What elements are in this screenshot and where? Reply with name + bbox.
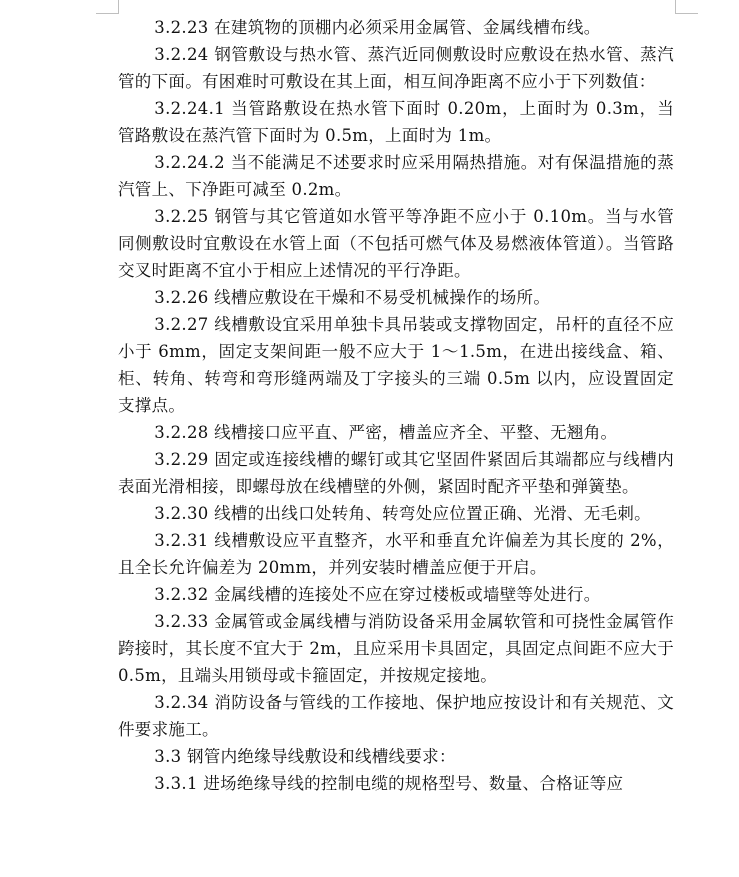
paragraph-3-2-24-2: 3.2.24.2 当不能满足不述要求时应采用隔热措施。对有保温措施的蒸汽管上、下净距可减至 0.2m。 — [118, 153, 674, 199]
crop-mark-top-right-vertical — [675, 0, 676, 14]
paragraph-3-2-34: 3.2.34 消防设备与管线的工作接地、保护地应按设计和有关规范、文件要求施工。 — [118, 693, 674, 739]
paragraph-3-2-24: 3.2.24 钢管敷设与热水管、蒸汽近同侧敷设时应敷设在热水管、蒸汽管的下面。有困难时可敷设在其上面，相互间净距离不应小于下列数值： — [118, 45, 674, 91]
section-heading-3-3: 3.3 钢管内绝缘导线敷设和线槽线要求： — [154, 747, 456, 766]
paragraph-3-2-33: 3.2.33 金属管或金属线槽与消防设备采用金属软管和可挠性金属管作跨接时，其长度不宜大于 2m，且应采用卡具固定，具固定点间距不应大于 0.5m，且端头用锁母或卡箍固定，并按规定接地。 — [118, 612, 674, 685]
crop-mark-top-left-horizontal — [96, 13, 118, 14]
document-body — [118, 14, 674, 797]
paragraph-3-2-29: 3.2.29 固定或连接线槽的螺钉或其它坚固件紧固后其端都应与线槽内表面光滑相接，即螺母放在线槽壁的外侧，紧固时配齐平垫和弹簧垫。 — [118, 450, 674, 496]
paragraph-3-3-1: 3.3.1 进场绝缘导线的控制电缆的规格型号、数量、合格证等应 — [154, 774, 624, 793]
paragraph-3-2-25: 3.2.25 钢管与其它管道如水管平等净距不应小于 0.10m。当与水管同侧敷设时宜敷设在水管上面（不包括可燃气体及易燃液体管道）。当管路交叉时距离不宜小于相应上述情况的平行净距。 — [118, 207, 674, 280]
paragraph-3-2-27: 3.2.27 线槽敷设宜采用单独卡具吊装或支撑物固定，吊杆的直径不应小于 6mm，固定支架间距一般不应大于 1～1.5m，在进出接线盒、箱、柜、转角、转弯和弯形缝两端及丁字接头的三端 0.5m 以内，应设置固定支撑点。 — [118, 315, 674, 415]
crop-mark-top-left-vertical — [118, 0, 119, 14]
paragraph-3-2-32: 3.2.32 金属线槽的连接处不应在穿过楼板或墙壁等处进行。 — [154, 585, 601, 604]
paragraph-3-2-26: 3.2.26 线槽应敷设在干燥和不易受机械操作的场所。 — [154, 288, 551, 307]
paragraph-3-2-31: 3.2.31 线槽敷设应平直整齐，水平和垂直允许偏差为其长度的 2%，且全长允许偏差为 20mm，并列安装时槽盖应便于开启。 — [118, 531, 674, 577]
paragraph-3-2-23: 3.2.23 在建筑物的顶棚内必须采用金属管、金属线槽布线。 — [154, 18, 601, 37]
paragraph-3-2-24-1: 3.2.24.1 当管路敷设在热水管下面时 0.20m，上面时为 0.3m，当管路敷设在蒸汽管下面时为 0.5m，上面时为 1m。 — [118, 99, 674, 145]
crop-mark-top-right-horizontal — [676, 13, 698, 14]
paragraph-3-2-30: 3.2.30 线槽的出线口处转角、转弯处应位置正确、光滑、无毛刺。 — [154, 504, 651, 523]
paragraph-3-2-28: 3.2.28 线槽接口应平直、严密，槽盖应齐全、平整、无翘角。 — [154, 423, 618, 442]
